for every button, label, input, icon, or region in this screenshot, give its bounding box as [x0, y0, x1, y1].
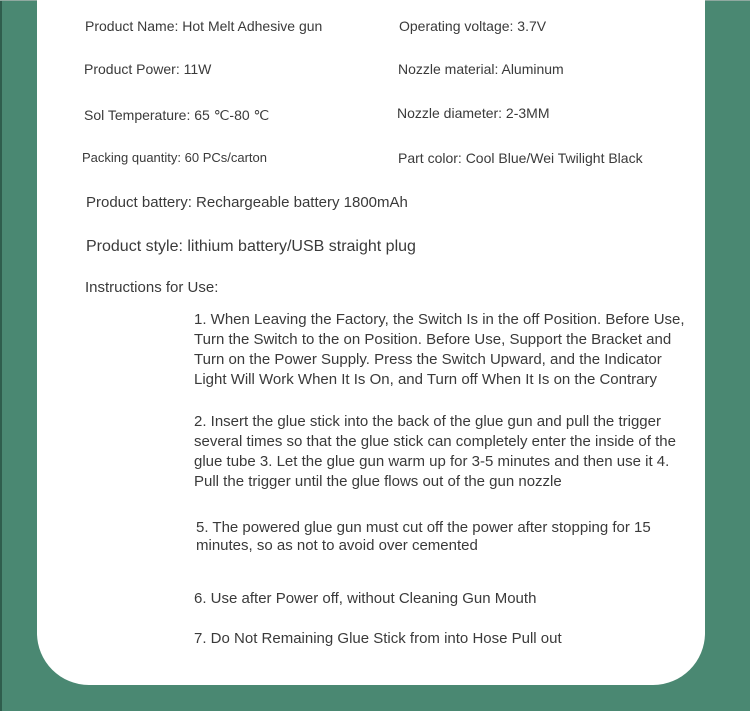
instruction-item-7: 7. Do Not Remaining Glue Stick from into Hose Pull out: [194, 630, 562, 647]
spec-nozzle-material: Nozzle material: Aluminum: [398, 61, 564, 77]
instructions-heading: Instructions for Use:: [85, 279, 219, 296]
spec-sol-temperature: Sol Temperature: 65 ℃-80 ℃: [84, 107, 270, 123]
instruction-item-6: 6. Use after Power off, without Cleaning Gun Mouth: [194, 590, 537, 607]
left-edge-strip: [0, 0, 2, 711]
spec-packing-quantity: Packing quantity: 60 PCs/carton: [82, 150, 267, 165]
spec-part-color: Part color: Cool Blue/Wei Twilight Black: [398, 150, 643, 166]
spec-nozzle-diameter: Nozzle diameter: 2-3MM: [397, 105, 550, 121]
spec-product-name: Product Name: Hot Melt Adhesive gun: [85, 18, 323, 34]
instruction-item-2: 2. Insert the glue stick into the back of the glue gun and pull the trigger several times so that the glue stick can completely enter the inside of the glue tube 3. Let the glue gun warm up for 3-5 minutes and then use it 4. Pull the trigger until the glue flows out of the gun nozzle: [194, 413, 676, 490]
spec-product-battery: Product battery: Rechargeable battery 1800mAh: [86, 194, 408, 211]
spec-product-style: Product style: lithium battery/USB straight plug: [86, 238, 416, 255]
spec-operating-voltage: Operating voltage: 3.7V: [399, 18, 547, 34]
instruction-item-5: 5. The powered glue gun must cut off the power after stopping for 15 minutes, so as not to avoid over cemented: [196, 519, 651, 554]
instruction-item-1: 1. When Leaving the Factory, the Switch Is in the off Position. Before Use, Turn the Switch to the on Position. Before Use, Support the Bracket and Turn on the Power Supply. Press the Switch Upward, and the Indicator Light Will Work When It Is On, and Turn off When It Is on the Contrary: [194, 311, 685, 388]
spec-product-power: Product Power: 11W: [84, 61, 212, 77]
